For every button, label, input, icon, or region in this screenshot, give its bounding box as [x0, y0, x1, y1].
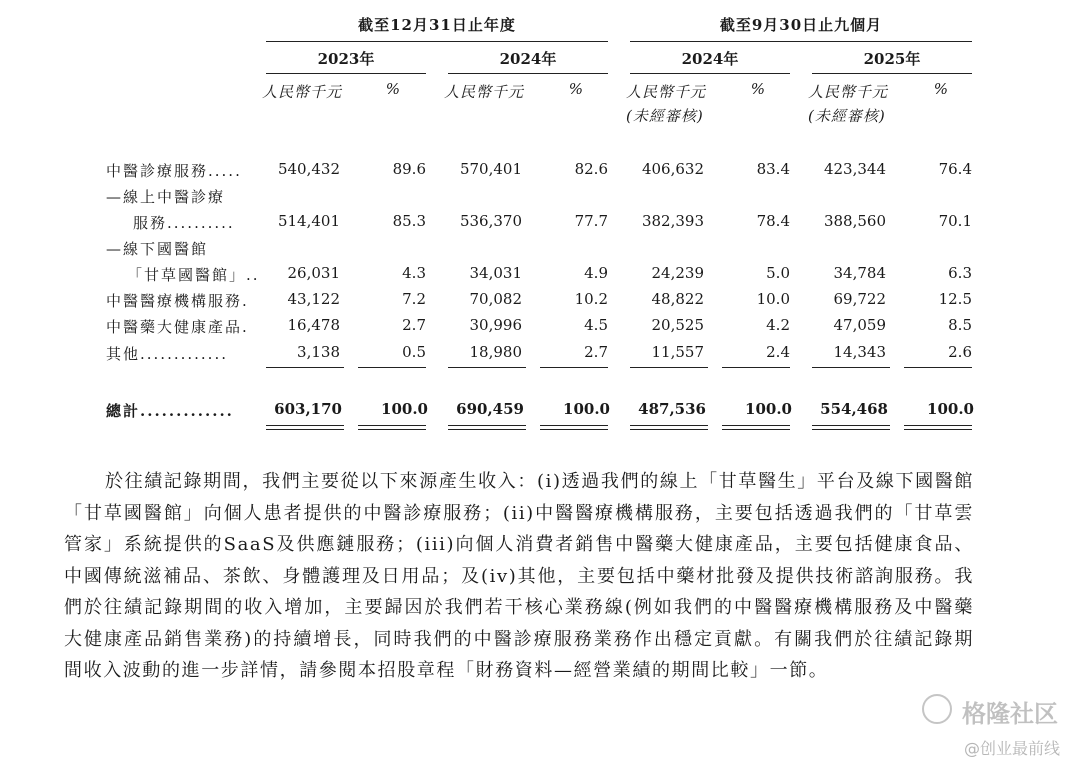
total-underline	[630, 429, 708, 430]
year-rule-2025-9m	[812, 73, 972, 74]
year-header-2025-9m: 2025年	[863, 50, 921, 68]
table-row-label: 中醫藥大健康產品.	[106, 318, 249, 336]
table-cell: 4.5	[584, 316, 608, 334]
table-cell: 540,432	[277, 160, 340, 178]
period-rule-nine-months	[630, 41, 972, 42]
year-header-2024-fy: 2024年	[499, 50, 557, 68]
subtotal-rule-col1	[266, 367, 344, 368]
total-cell: 554,468	[820, 400, 888, 418]
table-cell: 78.4	[756, 212, 790, 230]
unit-label-rmb: 人民幣千元	[626, 83, 707, 101]
subtotal-rule-col5	[630, 367, 708, 368]
table-cell: 514,401	[277, 212, 340, 230]
total-cell: 690,459	[456, 400, 524, 418]
table-row-label: 中醫醫療機構服務.	[106, 292, 249, 310]
table-cell: 388,560	[823, 212, 886, 230]
unit-label-2024-9m	[626, 80, 706, 128]
table-cell: 2.4	[766, 343, 790, 361]
table-cell: 16,478	[287, 316, 340, 334]
table-cell: 70,082	[469, 290, 522, 308]
period-header-nine-months: 截至9月30日止九個月	[719, 16, 883, 34]
table-cell: 3,138	[297, 343, 340, 361]
total-underline	[812, 429, 890, 430]
table-cell: 406,632	[641, 160, 704, 178]
table-cell: 10.0	[756, 290, 790, 308]
total-cell: 487,536	[638, 400, 706, 418]
total-underline	[448, 429, 526, 430]
total-underline	[540, 429, 608, 430]
period-rule-full-year	[266, 41, 608, 42]
table-cell: 14,343	[833, 343, 886, 361]
total-underline	[448, 425, 526, 426]
total-cell: 100.0	[381, 400, 428, 418]
unaudited-label: (未經審核)	[808, 107, 886, 125]
table-cell: 536,370	[459, 212, 522, 230]
table-cell: 69,722	[833, 290, 886, 308]
table-cell: 10.2	[574, 290, 608, 308]
year-header-2024-9m: 2024年	[681, 50, 739, 68]
total-underline	[358, 425, 426, 426]
year-rule-2024-fy	[448, 73, 608, 74]
table-row-label: —線下國醫館	[106, 240, 209, 258]
total-underline	[722, 429, 790, 430]
table-cell: 570,401	[459, 160, 522, 178]
table-cell: 6.3	[948, 264, 972, 282]
pct-label-2023: %	[385, 80, 400, 98]
table-cell: 2.7	[402, 316, 426, 334]
table-cell: 8.5	[948, 316, 972, 334]
subtotal-rule-col2	[358, 367, 426, 368]
year-rule-2023	[266, 73, 426, 74]
total-cell: 100.0	[745, 400, 792, 418]
subtotal-rule-col7	[812, 367, 890, 368]
table-cell: 12.5	[938, 290, 972, 308]
table-cell: 43,122	[287, 290, 340, 308]
table-row-label: —線上中醫診療	[106, 188, 226, 206]
unit-label-2024-fy: 人民幣千元	[444, 83, 525, 101]
unit-label-2023: 人民幣千元	[262, 83, 343, 101]
total-cell: 100.0	[927, 400, 974, 418]
table-row-label: 中醫診療服務.....	[106, 162, 242, 180]
table-cell: 77.7	[574, 212, 608, 230]
total-underline	[266, 429, 344, 430]
unit-label-2025-9m	[808, 80, 888, 128]
table-cell: 70.1	[938, 212, 972, 230]
total-underline	[904, 429, 972, 430]
table-cell: 76.4	[938, 160, 972, 178]
table-cell: 82.6	[574, 160, 608, 178]
table-row-label: 其他.............	[106, 345, 228, 363]
table-cell: 30,996	[469, 316, 522, 334]
table-row-label: 服務..........	[133, 214, 235, 232]
subtotal-rule-col4	[540, 367, 608, 368]
total-cell: 603,170	[274, 400, 342, 418]
table-cell: 4.3	[402, 264, 426, 282]
table-cell: 34,784	[833, 264, 886, 282]
table-cell: 47,059	[833, 316, 886, 334]
subtotal-rule-col8	[904, 367, 972, 368]
period-header-full-year: 截至12月31日止年度	[358, 16, 516, 34]
table-row-label: 「甘草國醫館」..	[127, 266, 260, 284]
total-underline	[358, 429, 426, 430]
pct-label-2025-9m: %	[933, 80, 948, 98]
total-cell: 100.0	[563, 400, 610, 418]
table-cell: 48,822	[651, 290, 704, 308]
table-cell: 5.0	[766, 264, 790, 282]
table-cell: 18,980	[469, 343, 522, 361]
unit-label-rmb: 人民幣千元	[808, 83, 889, 101]
table-cell: 2.7	[584, 343, 608, 361]
total-underline	[266, 425, 344, 426]
table-cell: 83.4	[756, 160, 790, 178]
table-cell: 20,525	[651, 316, 704, 334]
table-cell: 85.3	[392, 212, 426, 230]
watermark-brand: 格隆社区	[962, 700, 1058, 728]
subtotal-rule-col3	[448, 367, 526, 368]
table-cell: 7.2	[402, 290, 426, 308]
total-underline	[812, 425, 890, 426]
year-rule-2024-9m	[630, 73, 790, 74]
table-cell: 11,557	[651, 343, 704, 361]
pct-label-2024-9m: %	[750, 80, 765, 98]
pct-label-2024-fy: %	[568, 80, 583, 98]
table-cell: 423,344	[823, 160, 886, 178]
table-cell: 4.9	[584, 264, 608, 282]
year-header-2023: 2023年	[317, 50, 375, 68]
total-underline	[630, 425, 708, 426]
unaudited-label: (未經審核)	[626, 107, 704, 125]
table-cell: 89.6	[392, 160, 426, 178]
table-cell: 24,239	[651, 264, 704, 282]
table-cell: 26,031	[287, 264, 340, 282]
subtotal-rule-col6	[722, 367, 790, 368]
table-cell: 34,031	[469, 264, 522, 282]
total-underline	[722, 425, 790, 426]
revenue-description-paragraph: 於往績記錄期間，我們主要從以下來源產生收入：(i)透過我們的線上「甘草醫生」平台及線下國醫館「甘草國醫館」向個人患者提供的中醫診療服務；(ii)中醫醫療機構服務，主要包括透過我們的「甘草雲管家」系統提供的SaaS及供應鏈服務；(iii)向個人消費者銷售中醫藥大健康產品，主要包括健康食品、中國傳統滋補品、茶飲、身體護理及日用品；及(iv)其他，主要包括中藥材批發及提供技術諮詢服務。我們於往績記錄期間的收入增加，主要歸因於我們若干核心業務線(例如我們的中醫醫療機構服務及中醫藥大健康產品銷售業務)的持續增長，同時我們的中醫診療服務業務作出穩定貢獻。有關我們於往績記錄期間收入波動的進一步詳情，請參閱本招股章程「財務資料—經營業績的期間比較」一節。	[64, 471, 974, 681]
watermark-handle: @创业最前线	[963, 739, 1060, 758]
table-cell: 2.6	[948, 343, 972, 361]
total-row-label: 總計.............	[106, 402, 234, 420]
table-cell: 4.2	[766, 316, 790, 334]
total-underline	[540, 425, 608, 426]
total-underline	[904, 425, 972, 426]
table-cell: 0.5	[402, 343, 426, 361]
watermark-logo-icon	[922, 694, 952, 724]
table-cell: 382,393	[641, 212, 704, 230]
